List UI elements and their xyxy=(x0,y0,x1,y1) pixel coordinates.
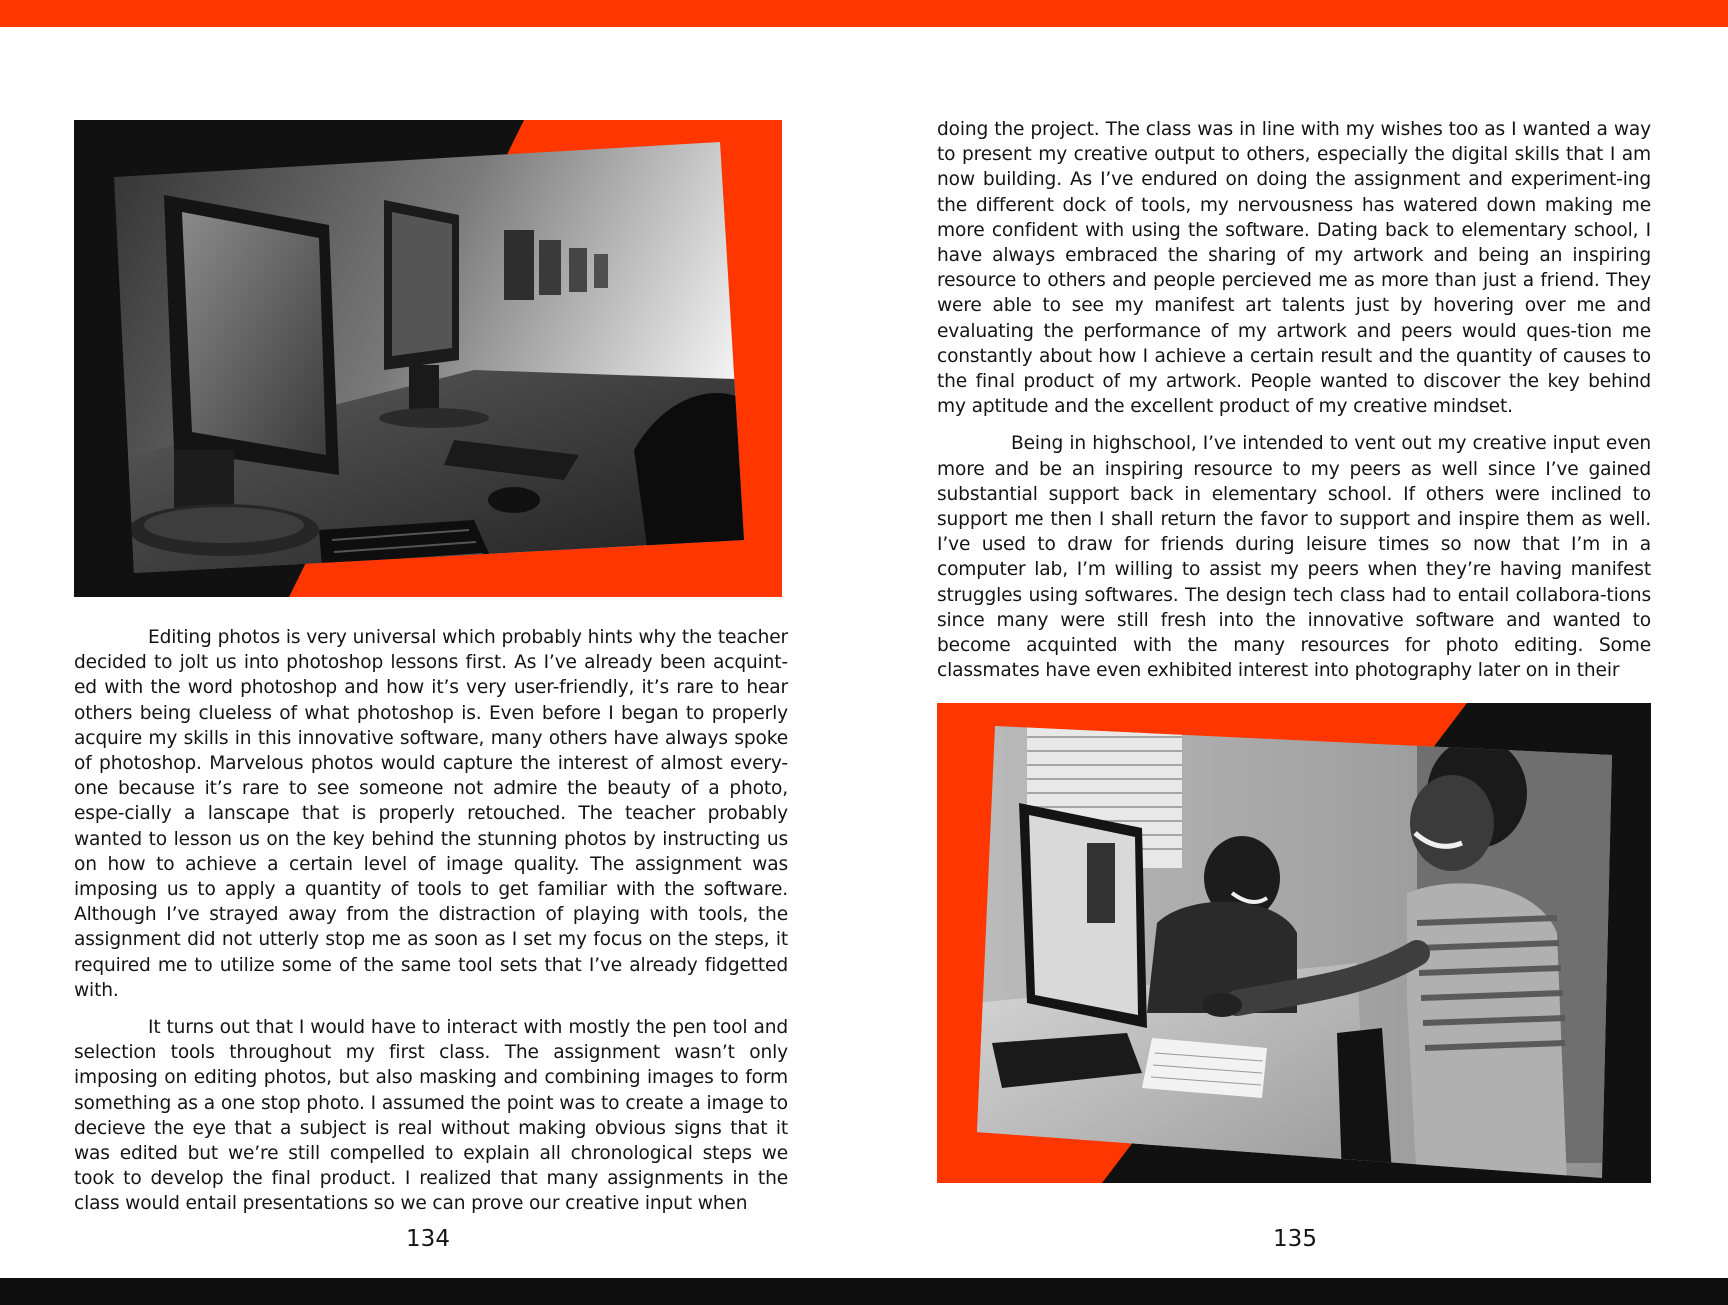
left-paragraph-2: It turns out that I would have to interact with mostly the pen tool and selection tools throughout my first class. The assignment wasn’t only imposing on editing photos, but also masking and combining images to form something as a one stop photo. I assumed the point was to create a image to decieve the eye that a subject is real without making obvious signs that it was edited but we’re still compelled to explain all chronological steps we took to develop the final product. I realized that many assignments in the class would entail presentations so we can prove our creative input when xyxy=(74,1017,788,1215)
students-photo-frame xyxy=(937,703,1651,1183)
left-paragraph-1: Editing photos is very universal which probably hints why the teacher decided to jolt us into photoshop lessons first. As I’ve already been acquint-ed with the word photoshop and how it’s very user-friendly, it’s rare to hear others being clueless of what photoshop is. Even before I began to properly acquire my skills in this innovative software, many others have always spoke of photoshop. Marvelous photos would capture the interest of almost every-one because it’s rare to see someone not admire the beauty of a photo, espe-cially a lanscape that is properly retouched. The teacher probably wanted to lesson us on the key behind the stunning photos by instructing us on how to achieve a certain level of image quality. The assignment was imposing us to apply a quantity of tools to get familiar with the software. Although I’ve strayed away from the distraction of playing with tools, the assignment did not utterly stop me as soon as I set my focus on the steps, it required me to utilize some of the same tool sets that I’ve already fidgetted with. xyxy=(74,627,788,1001)
lab-photo-content xyxy=(74,120,782,597)
page-number-left: 134 xyxy=(406,1226,450,1252)
computer-lab-photo xyxy=(74,120,782,597)
computer-lab-photo-frame xyxy=(74,120,782,597)
left-page-text xyxy=(74,625,788,1217)
page-number-right: 135 xyxy=(1273,1226,1317,1252)
top-accent-bar xyxy=(0,0,1728,27)
right-page-text xyxy=(937,117,1651,683)
bottom-dark-bar xyxy=(0,1278,1728,1305)
students-photo-content xyxy=(937,703,1651,1183)
right-paragraph-1: doing the project. The class was in line with my wishes too as I wanted a way to present my creative output to others, especially the digital skills that I am now building. As I’ve endured on doing the assignment and experiment-ing the different dock of tools, my nervousness has watered down making me more confident with using the software. Dating back to elementary school, I have always embraced the sharing of my artwork and being an inspiring resource to others and people percieved me as more than just a friend. They were able to see my manifest art talents just by hovering over me and evaluating the performance of my artwork and peers would ques-tion me constantly about how I achieve a certain result and the quantity of causes to the final product of my artwork. People wanted to discover the key behind my aptitude and the excellent product of my creative mindset. xyxy=(937,119,1651,418)
right-paragraph-2: Being in highschool, I’ve intended to vent out my creative input even more and be an inspiring resource to my peers as well since I’ve gained substantial support back in elementary school. If others were inclined to support me then I shall return the favor to support and inspire them as well. I’ve used to draw for friends during leisure times so now that I’m in a computer lab, I’m willing to assist my peers when they’re having manifest struggles using softwares. The design tech class had to entail collabora-tions since many were still fresh into the innovative software and wanted to become acquinted with the many resources for photo editing. Some classmates have even exhibited interest into photography later on in their xyxy=(937,433,1651,682)
students-laughing-photo xyxy=(937,703,1651,1183)
